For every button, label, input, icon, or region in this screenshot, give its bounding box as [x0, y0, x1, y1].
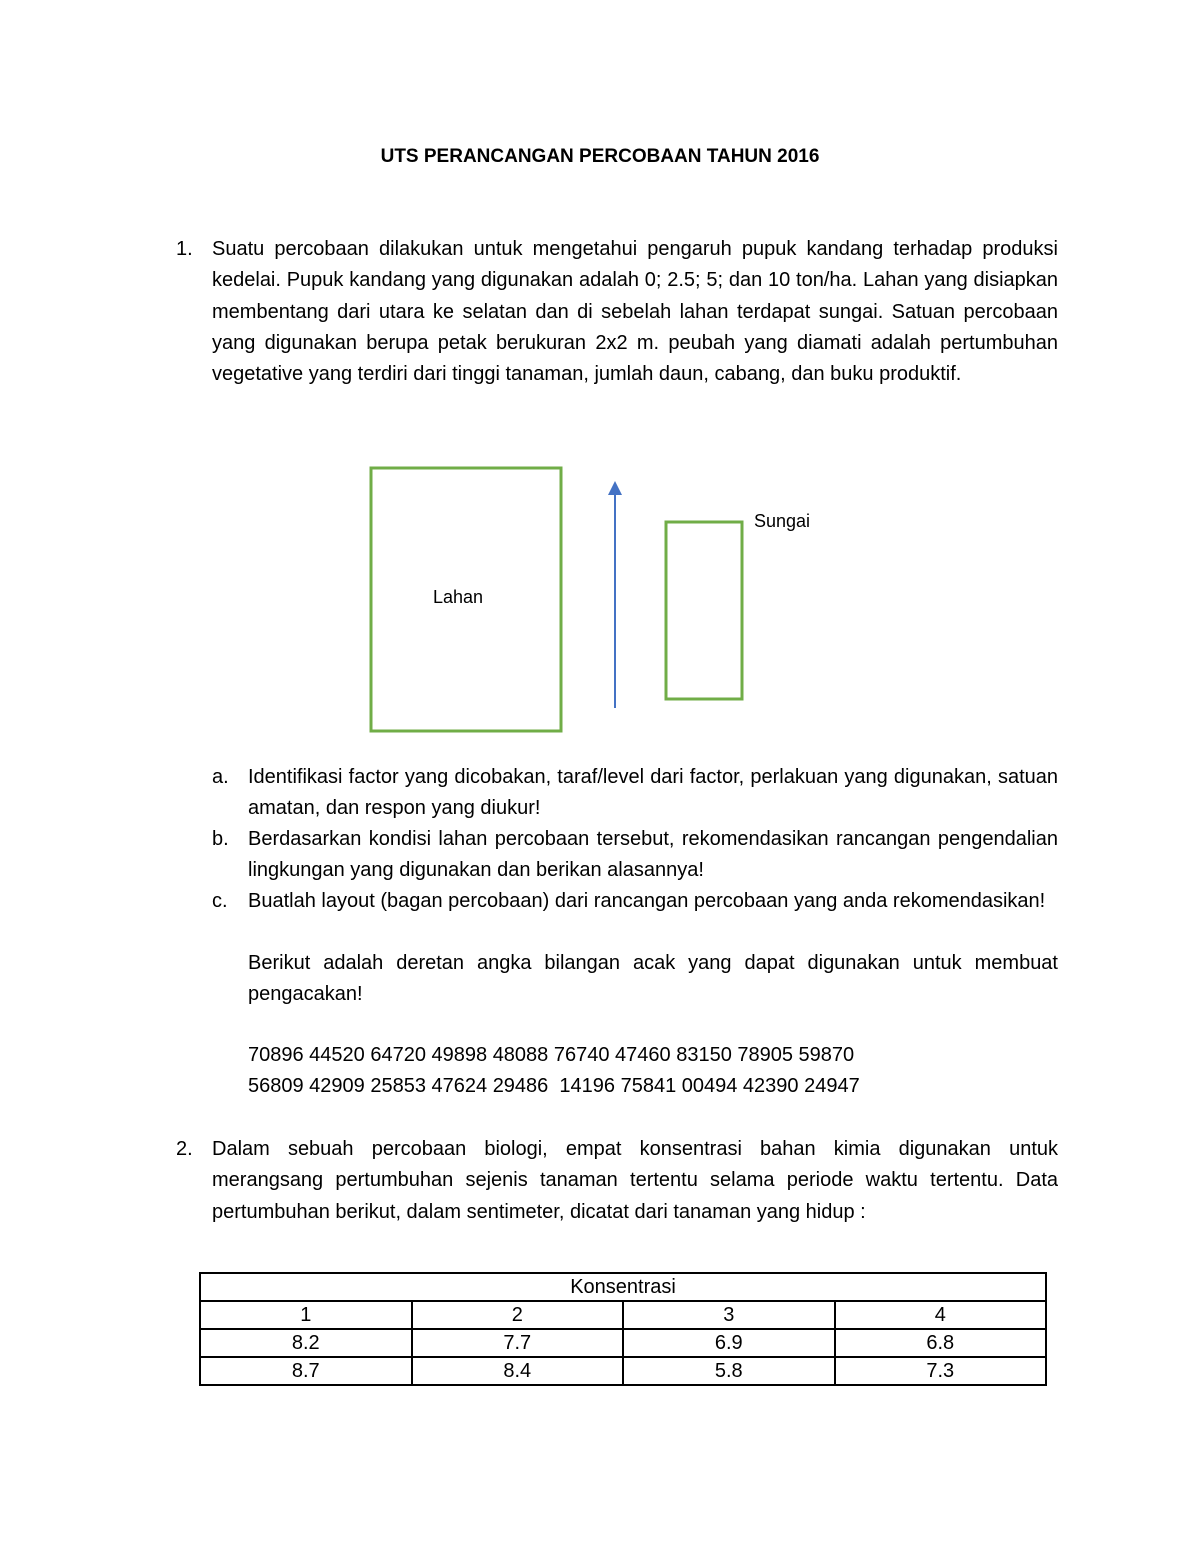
table-cell: 6.9: [623, 1329, 835, 1357]
north-arrow-icon: [608, 481, 622, 495]
table-header-row: [200, 1273, 1046, 1301]
sub-question-c-extra-text: Berikut adalah deretan angka bilangan acak yang dapat digunakan untuk membuat pengacakan!: [248, 952, 1058, 1006]
question-2-number: 2.: [176, 1138, 193, 1160]
question-1-text: Suatu percobaan dilakukan untuk mengetahui pengaruh pupuk kandang terhadap produksi kedelai. Pupuk kandang yang digunakan adalah 0; 2.5; 5; dan 10 ton/ha. Lahan yang disiapkan membentang dari utara ke selatan dan di sebelah lahan terdapat sungai. Satuan percobaan yang digunakan berupa petak berukuran 2x2 m. peubah yang diamati adalah pertumbuhan vegetative yang terdiri dari tinggi tanaman, jumlah daun, cabang, dan buku produktif.: [212, 238, 1058, 386]
table-column-row: [200, 1301, 1046, 1329]
random-numbers-line-2: 56809 42909 25853 47624 29486 14196 75841 00494 42390 24947: [248, 1075, 860, 1097]
page-title: UTS PERANCANGAN PERCOBAAN TAHUN 2016: [380, 146, 820, 167]
table-cell: 8.2: [200, 1329, 412, 1357]
column-label: 1: [200, 1301, 412, 1329]
table-cell: 8.4: [412, 1357, 624, 1385]
sub-question-c-text: Buatlah layout (bagan percobaan) dari rancangan percobaan yang anda rekomendasikan!: [248, 890, 1046, 912]
table-row: [200, 1357, 1046, 1385]
sub-question-b-marker: b.: [212, 828, 229, 850]
column-label: 4: [835, 1301, 1047, 1329]
table-cell: 5.8: [623, 1357, 835, 1385]
table-cell: 7.7: [412, 1329, 624, 1357]
table-cell: 8.7: [200, 1357, 412, 1385]
river-label: Sungai: [754, 511, 811, 531]
sub-question-a-marker: a.: [212, 766, 229, 788]
table-row: [200, 1329, 1046, 1357]
table-cell: 7.3: [835, 1357, 1047, 1385]
question-2-text: Dalam sebuah percobaan biologi, empat konsentrasi bahan kimia digunakan untuk merangsang pertumbuhan sejenis tanaman tertentu selama periode waktu tertentu. Data pertumbuhan berikut, dalam sentimeter, dicatat dari tanaman yang hidup :: [212, 1138, 1058, 1223]
field-label: Lahan: [433, 587, 484, 607]
question-1-number: 1.: [176, 238, 193, 260]
river-box: [666, 522, 742, 699]
random-numbers-line-1: 70896 44520 64720 49898 48088 76740 47460 83150 78905 59870: [248, 1044, 855, 1066]
sub-question-b-text: Berdasarkan kondisi lahan percobaan tersebut, rekomendasikan rancangan pengendalian lingkungan yang digunakan dan berikan alasannya!: [248, 828, 1058, 882]
sub-question-c-marker: c.: [212, 890, 228, 912]
table-header-cell: Konsentrasi: [200, 1273, 1046, 1301]
column-label: 2: [412, 1301, 624, 1329]
concentration-table: [199, 1272, 1047, 1386]
column-label: 3: [623, 1301, 835, 1329]
field-diagram: [0, 0, 1200, 760]
table-cell: 6.8: [835, 1329, 1047, 1357]
sub-question-a-text: Identifikasi factor yang dicobakan, taraf/level dari factor, perlakuan yang digunakan, satuan amatan, dan respon yang diukur!: [248, 766, 1058, 820]
